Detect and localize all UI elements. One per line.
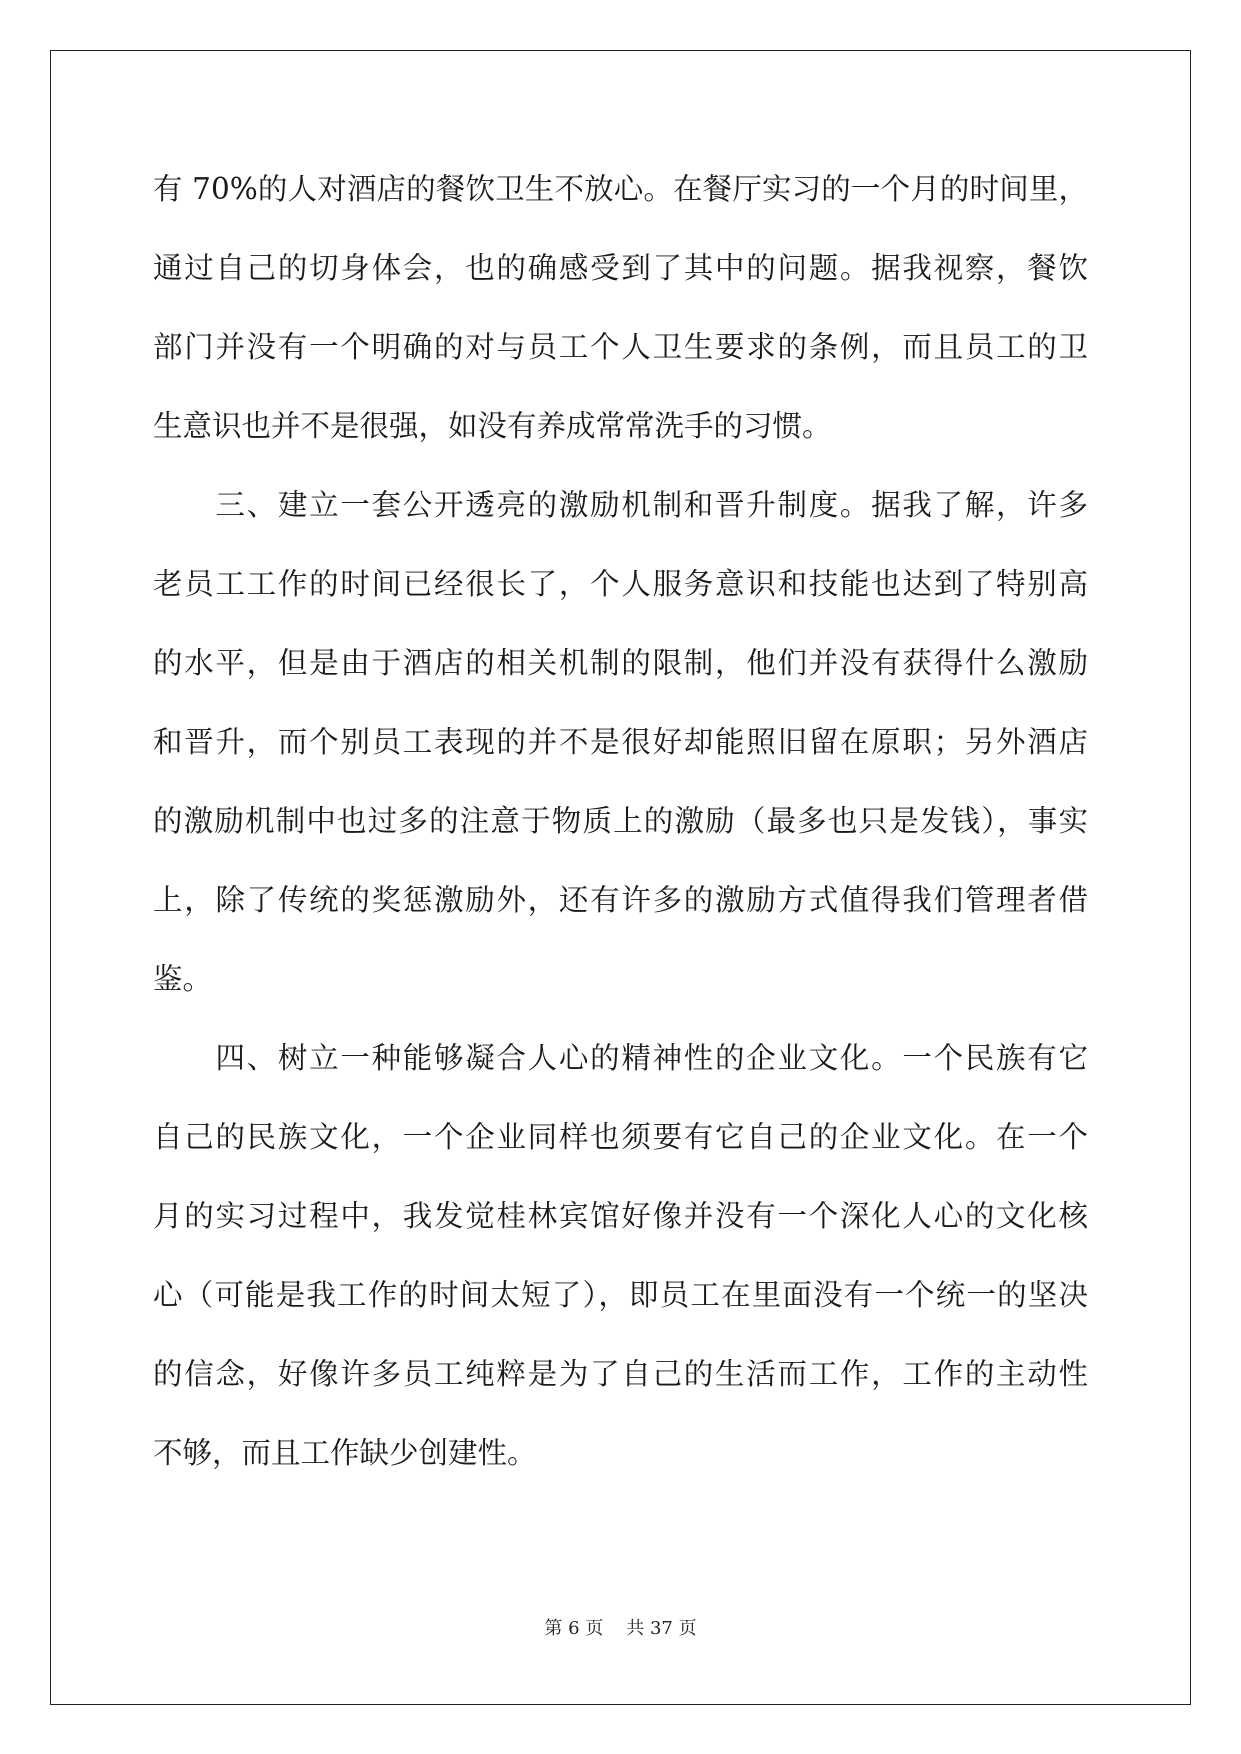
- text-line: 和晋升，而个别员工表现的并不是很好却能照旧留在原职；另外酒店: [153, 725, 1088, 759]
- body-text: [153, 164, 1088, 1507]
- text-line: 不够，而且工作缺少创建性。: [153, 1436, 537, 1470]
- text-line: 通过自己的切身体会，也的确感受到了其中的问题。据我视察，餐饮: [153, 251, 1088, 285]
- text-line: 生意识也并不是很强，如没有养成常常洗手的习惯。: [153, 409, 832, 443]
- text-line: 上，除了传统的奖惩激励外，还有许多的激励方式值得我们管理者借: [153, 883, 1088, 917]
- page-total: 共 37 页: [626, 1618, 697, 1639]
- page-number: 第 6 页: [544, 1618, 604, 1639]
- text-line: 鉴。: [153, 962, 213, 996]
- text-line: 四、树立一种能够凝合人心的精神性的企业文化。一个民族有它: [153, 1041, 1088, 1075]
- text-line: 三、建立一套公开透亮的激励机制和晋升制度。据我了解，许多: [153, 488, 1088, 522]
- text-line: 月的实习过程中，我发觉桂林宾馆好像并没有一个深化人心的文化核: [153, 1199, 1088, 1233]
- text-line: 老员工工作的时间已经很长了，个人服务意识和技能也达到了特别高: [153, 567, 1088, 601]
- text-line: 的信念，好像许多员工纯粹是为了自己的生活而工作，工作的主动性: [153, 1357, 1088, 1391]
- text-line: 心（可能是我工作的时间太短了），即员工在里面没有一个统一的坚决: [153, 1278, 1088, 1312]
- text-line: 的水平，但是由于酒店的相关机制的限制，他们并没有获得什么激励: [153, 646, 1088, 680]
- text-line: 有 70%的人对酒店的餐饮卫生不放心。在餐厅实习的一个月的时间里，: [153, 172, 1088, 206]
- text-line: 部门并没有一个明确的对与员工个人卫生要求的条例，而且员工的卫: [153, 330, 1088, 364]
- text-line: 自己的民族文化，一个企业同样也须要有它自己的企业文化。在一个: [153, 1120, 1088, 1154]
- text-line: 的激励机制中也过多的注意于物质上的激励（最多也只是发钱），事实: [153, 804, 1088, 838]
- page-footer: [0, 1614, 1241, 1640]
